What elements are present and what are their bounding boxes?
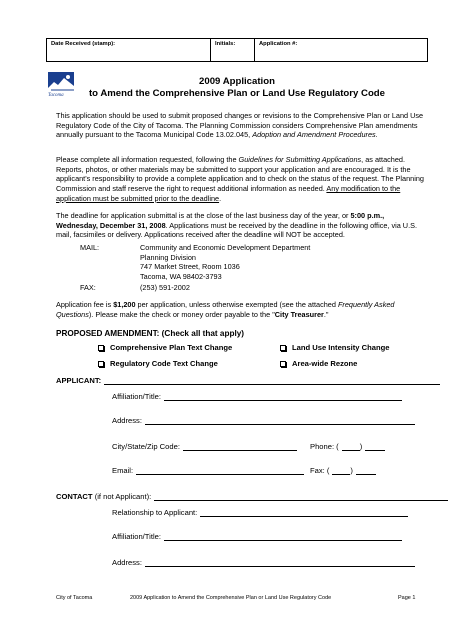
- footer-center: 2009 Application to Amend the Comprehensive Plan or Land Use Regulatory Code: [130, 595, 332, 601]
- intro-paragraph: This application should be used to submit proposed changes or revisions to the Comprehensive Plan or Land Use Regulatory Code of the City of Tacoma. The Planning Commission considers Comprehensive Plan amendments annually pursuant to the Tacoma Municipal Code 13.02.045, Adoption and Amendment Procedures.: [56, 111, 424, 140]
- application-number-label: Application #:: [259, 41, 298, 47]
- contact-relationship-input[interactable]: [200, 508, 408, 517]
- option-regulatory-code-text-change[interactable]: [98, 359, 218, 368]
- applicant-phone-row: Phone: ( ): [310, 442, 385, 451]
- fax-number: (253) 591-2002: [140, 283, 190, 292]
- page-subtitle: to Amend the Comprehensive Plan or Land Use Regulatory Code: [88, 88, 386, 99]
- fax-label: FAX:: [80, 283, 96, 292]
- option-label: Comprehensive Plan Text Change: [110, 343, 233, 352]
- applicant-phone-input[interactable]: [365, 442, 385, 451]
- fax-field-label: Fax: (: [310, 466, 330, 475]
- applicant-city-row: [112, 442, 297, 451]
- logo-text: Tacoma: [48, 93, 64, 98]
- contact-affiliation-input[interactable]: [164, 532, 402, 541]
- date-received-field[interactable]: [47, 39, 211, 61]
- applicant-address-row: [112, 416, 415, 425]
- contact-name-input[interactable]: [154, 492, 448, 501]
- option-land-use-intensity-change[interactable]: [280, 343, 389, 352]
- applicant-label: APPLICANT:: [56, 376, 102, 385]
- initials-label: Initials:: [215, 41, 236, 47]
- contact-relationship-row: [112, 508, 408, 517]
- phone-label: Phone: (: [310, 442, 339, 451]
- address-label: Address:: [112, 416, 142, 425]
- affiliation-label: Affiliation/Title:: [112, 392, 161, 401]
- applicant-phone-area-input[interactable]: [342, 442, 360, 451]
- applicant-name-input[interactable]: [104, 376, 440, 385]
- contact-label: CONTACT (if not Applicant):: [56, 492, 152, 501]
- mail-label: MAIL:: [80, 243, 100, 252]
- contact-row: [56, 492, 448, 501]
- checkbox[interactable]: [280, 345, 286, 351]
- instructions-paragraph: Please complete all information requested, following the Guidelines for Submitting Applications, as attached. Reports, photos, or other materials may be submitted to support your application and are encouraged. It is the applicant's responsibility to provide a complete application and to check on the status of the request. The Planning Commission and staff reserve the right to request additional information as needed. Any modification to the application must be submitted prior to the deadline.: [56, 155, 424, 203]
- applicant-email-row: [112, 466, 304, 475]
- applicant-city-input[interactable]: [183, 442, 297, 451]
- initials-field[interactable]: [211, 39, 255, 61]
- mail-line: Tacoma, WA 98402-3793: [140, 272, 222, 282]
- deadline-paragraph: The deadline for application submittal is at the close of the last business day of the year, or 5:00 p.m., Wednesday, December 31, 2008. Applications must be received by the deadline in the following office, via U.S. mail, facsimiles or delivery. Applications received after the deadline will NOT be accepted.: [56, 211, 418, 240]
- mail-line: Community and Economic Development Department: [140, 243, 311, 252]
- checkbox[interactable]: [280, 361, 286, 367]
- applicant-affiliation-input[interactable]: [164, 392, 402, 401]
- applicant-address-input[interactable]: [145, 416, 415, 425]
- option-comprehensive-plan-text-change[interactable]: [98, 343, 232, 352]
- contact-affiliation-row: [112, 532, 402, 541]
- footer-left: City of Tacoma: [56, 595, 93, 601]
- page-title: 2009 Application: [199, 76, 275, 87]
- applicant-fax-area-input[interactable]: [332, 466, 350, 475]
- applicant-fax-input[interactable]: [356, 466, 376, 475]
- option-area-wide-rezone[interactable]: [280, 359, 357, 368]
- city-label: City/State/Zip Code:: [112, 442, 180, 451]
- affiliation-label: Affiliation/Title:: [112, 532, 161, 541]
- address-label: Address:: [112, 558, 142, 567]
- mail-address: [140, 243, 310, 282]
- email-label: Email:: [112, 466, 134, 475]
- relationship-label: Relationship to Applicant:: [112, 508, 198, 517]
- fee-paragraph: Application fee is $1,200 per application, unless otherwise exempted (see the attached Frequently Asked Questions). Please make the check or money order payable to the "City Treasurer.": [56, 300, 395, 319]
- applicant-fax-row: Fax: ( ): [310, 466, 376, 475]
- applicant-row: [56, 376, 440, 385]
- option-label: Area-wide Rezone: [292, 359, 358, 368]
- checkbox[interactable]: [98, 345, 104, 351]
- applicant-affiliation-row: [112, 392, 402, 401]
- mail-line: 747 Market Street, Room 1036: [140, 262, 240, 272]
- application-number-field[interactable]: [255, 39, 427, 61]
- date-received-label: Date Received (stamp):: [51, 41, 116, 47]
- contact-address-row: [112, 558, 415, 567]
- mail-line: Planning Division: [140, 252, 196, 262]
- proposed-amendment-heading: PROPOSED AMENDMENT: (Check all that apply): [56, 329, 245, 338]
- checkbox[interactable]: [98, 361, 104, 367]
- option-label: Regulatory Code Text Change: [110, 359, 218, 368]
- footer-page-number: Page 1: [398, 595, 416, 601]
- option-label: Land Use Intensity Change: [292, 343, 390, 352]
- applicant-email-input[interactable]: [136, 466, 304, 475]
- contact-address-input[interactable]: [145, 558, 415, 567]
- stamp-table: [46, 38, 428, 62]
